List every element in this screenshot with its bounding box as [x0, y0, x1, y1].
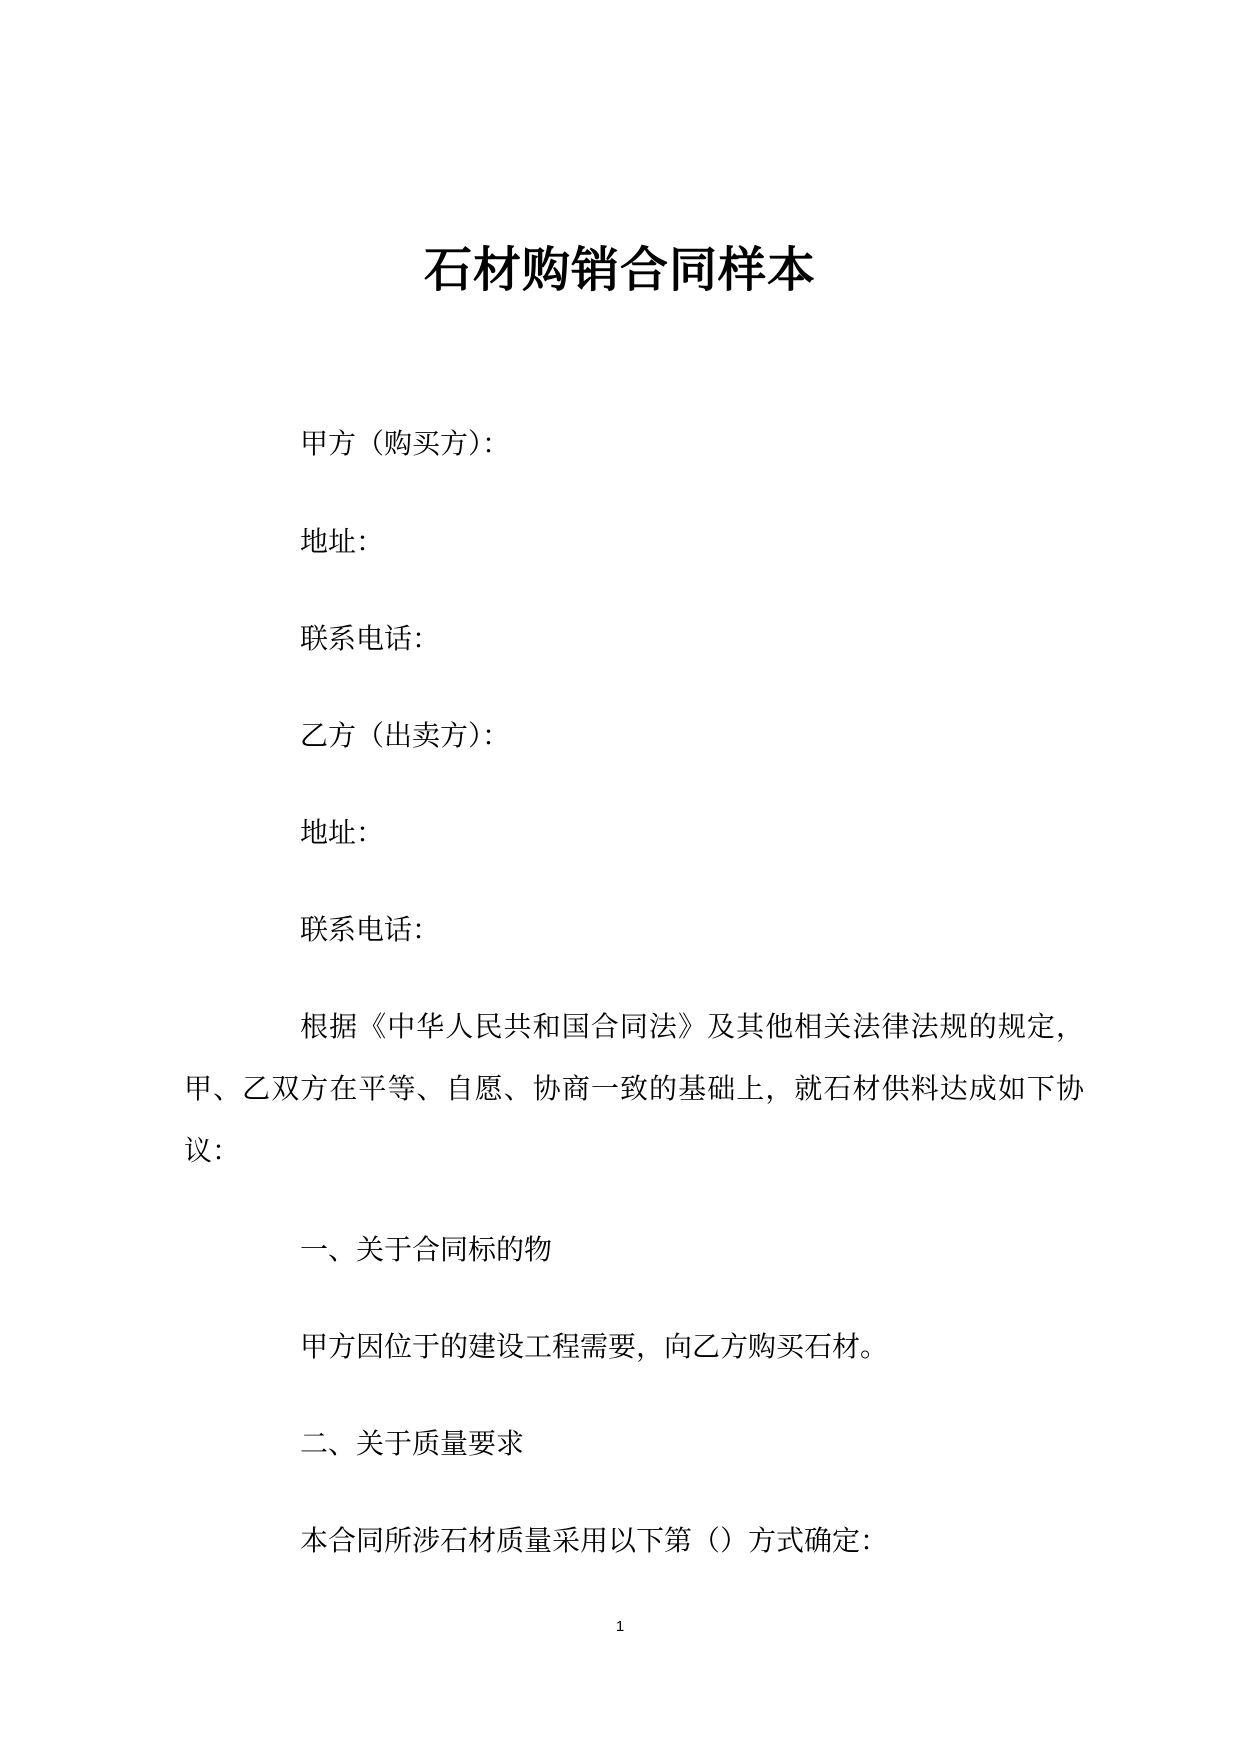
section-2-heading: 二、关于质量要求 [300, 1427, 525, 1460]
party-b-address: 地址： [300, 816, 385, 849]
party-b-phone: 联系电话： [300, 913, 441, 946]
section-2-text: 本合同所涉石材质量采用以下第（）方式确定： [300, 1524, 889, 1557]
party-a-address: 地址： [300, 525, 385, 558]
preamble-paragraph: 根据《中华人民共和国合同法》及其他相关法律法规的规定，甲、乙双方在平等、自愿、协商一致的基础上，就石材供料达成如下协议： [184, 1010, 1084, 1167]
section-1-text: 甲方因位于的建设工程需要，向乙方购买石材。 [300, 1330, 889, 1363]
party-a-phone: 联系电话： [300, 622, 441, 655]
document-title: 石材购销合同样本 [423, 242, 816, 298]
party-b-heading: 乙方（出卖方）： [300, 719, 511, 752]
page-number: 1 [615, 1618, 625, 1635]
party-a-heading: 甲方（购买方）： [300, 427, 511, 460]
section-1-heading: 一、关于合同标的物 [300, 1233, 553, 1266]
